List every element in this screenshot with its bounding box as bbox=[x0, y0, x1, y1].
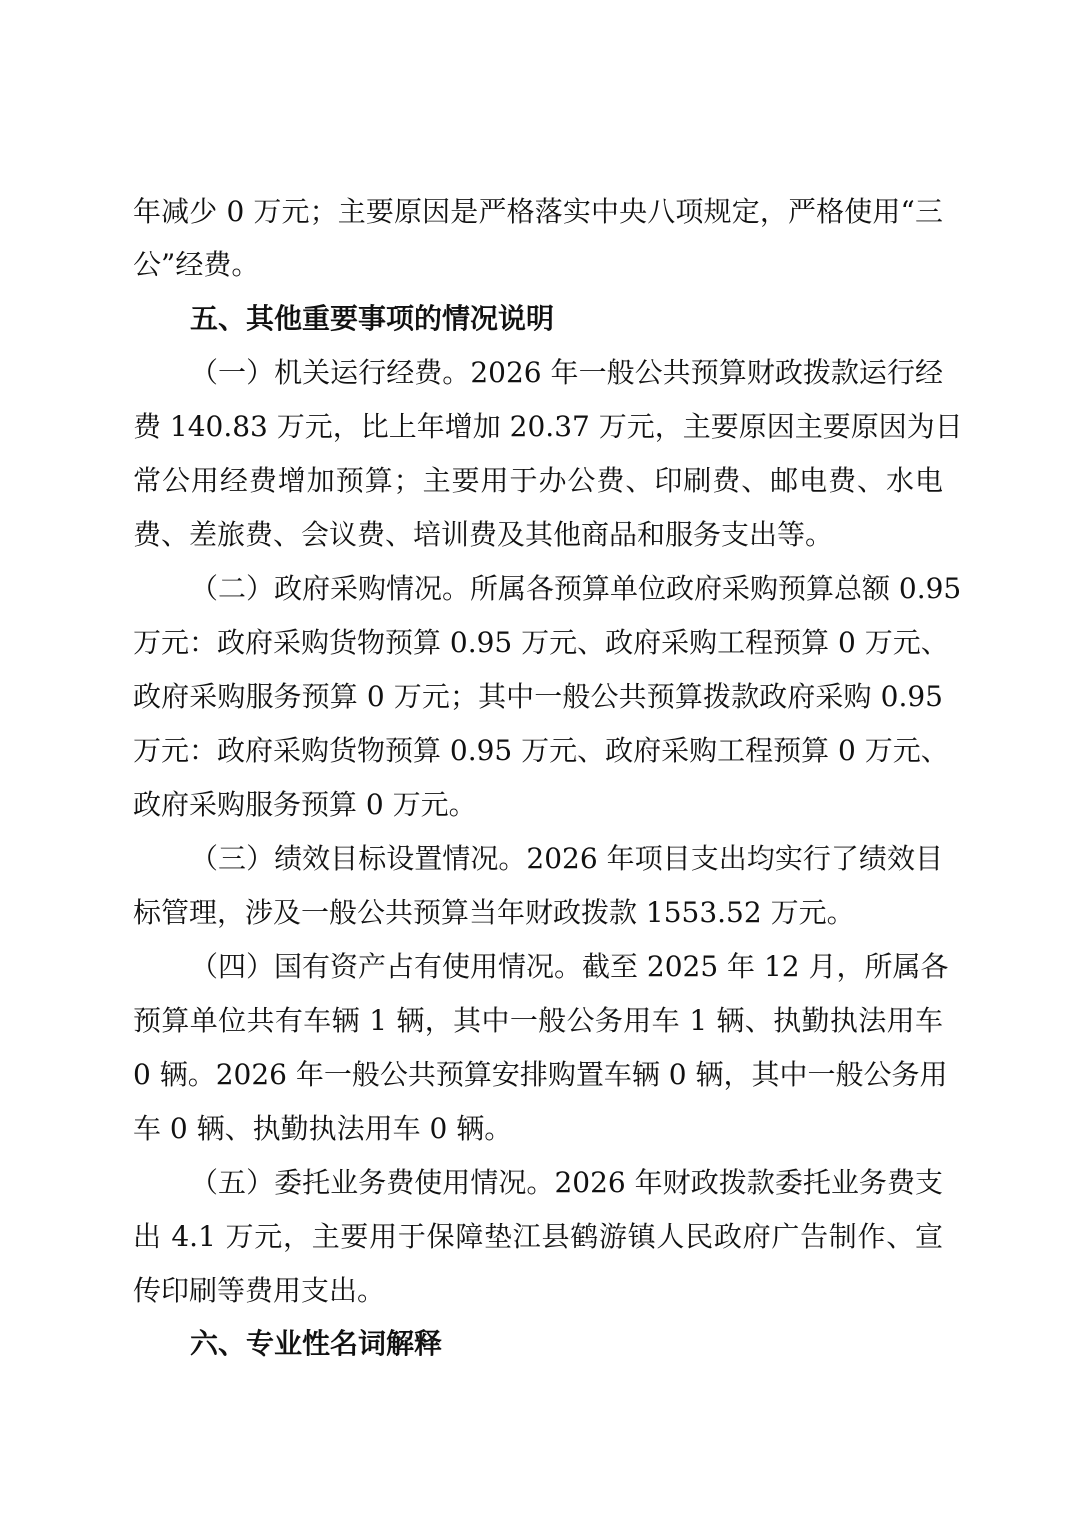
paragraph-line: 传印刷等费用支出。 bbox=[133, 1274, 386, 1307]
paragraph-line: 万元：政府采购货物预算 0.95 万元、政府采购工程预算 0 万元、 bbox=[133, 734, 949, 767]
paragraph-line: （一）机关运行经费。2026 年一般公共预算财政拨款运行经 bbox=[190, 356, 943, 389]
paragraph-line: 预算单位共有车辆 1 辆，其中一般公务用车 1 辆、执勤执法用车 bbox=[133, 1004, 943, 1037]
section-five-heading: 五、其他重要事项的情况说明 bbox=[190, 302, 555, 335]
paragraph-line: 车 0 辆、执勤执法用车 0 辆。 bbox=[133, 1112, 513, 1145]
paragraph-line: 常公用经费增加预算；主要用于办公费、印刷费、邮电费、水电 bbox=[133, 464, 943, 497]
section-six-heading: 六、专业性名词解释 bbox=[190, 1327, 443, 1360]
paragraph-line: 年减少 0 万元；主要原因是严格落实中央八项规定，严格使用“三 bbox=[133, 195, 943, 228]
paragraph-line: 公”经费。 bbox=[133, 248, 260, 281]
paragraph-line: 0 辆。2026 年一般公共预算安排购置车辆 0 辆，其中一般公务用 bbox=[133, 1058, 948, 1091]
paragraph-line: 费、差旅费、会议费、培训费及其他商品和服务支出等。 bbox=[133, 518, 834, 551]
paragraph-line: 政府采购服务预算 0 万元。 bbox=[133, 788, 477, 821]
paragraph-line: （四）国有资产占有使用情况。截至 2025 年 12 月，所属各 bbox=[190, 950, 949, 983]
paragraph-line: （二）政府采购情况。所属各预算单位政府采购预算总额 0.95 bbox=[190, 572, 962, 605]
paragraph-line: 费 140.83 万元，比上年增加 20.37 万元，主要原因主要原因为日 bbox=[133, 410, 963, 443]
paragraph-line: 标管理，涉及一般公共预算当年财政拨款 1553.52 万元。 bbox=[133, 896, 855, 929]
paragraph-line: （五）委托业务费使用情况。2026 年财政拨款委托业务费支 bbox=[190, 1166, 943, 1199]
paragraph-line: （三）绩效目标设置情况。2026 年项目支出均实行了绩效目 bbox=[190, 842, 943, 875]
paragraph-line: 政府采购服务预算 0 万元；其中一般公共预算拨款政府采购 0.95 bbox=[133, 680, 943, 713]
paragraph-line: 出 4.1 万元，主要用于保障垫江县鹤游镇人民政府广告制作、宣 bbox=[133, 1220, 943, 1253]
paragraph-line: 万元：政府采购货物预算 0.95 万元、政府采购工程预算 0 万元、 bbox=[133, 626, 949, 659]
